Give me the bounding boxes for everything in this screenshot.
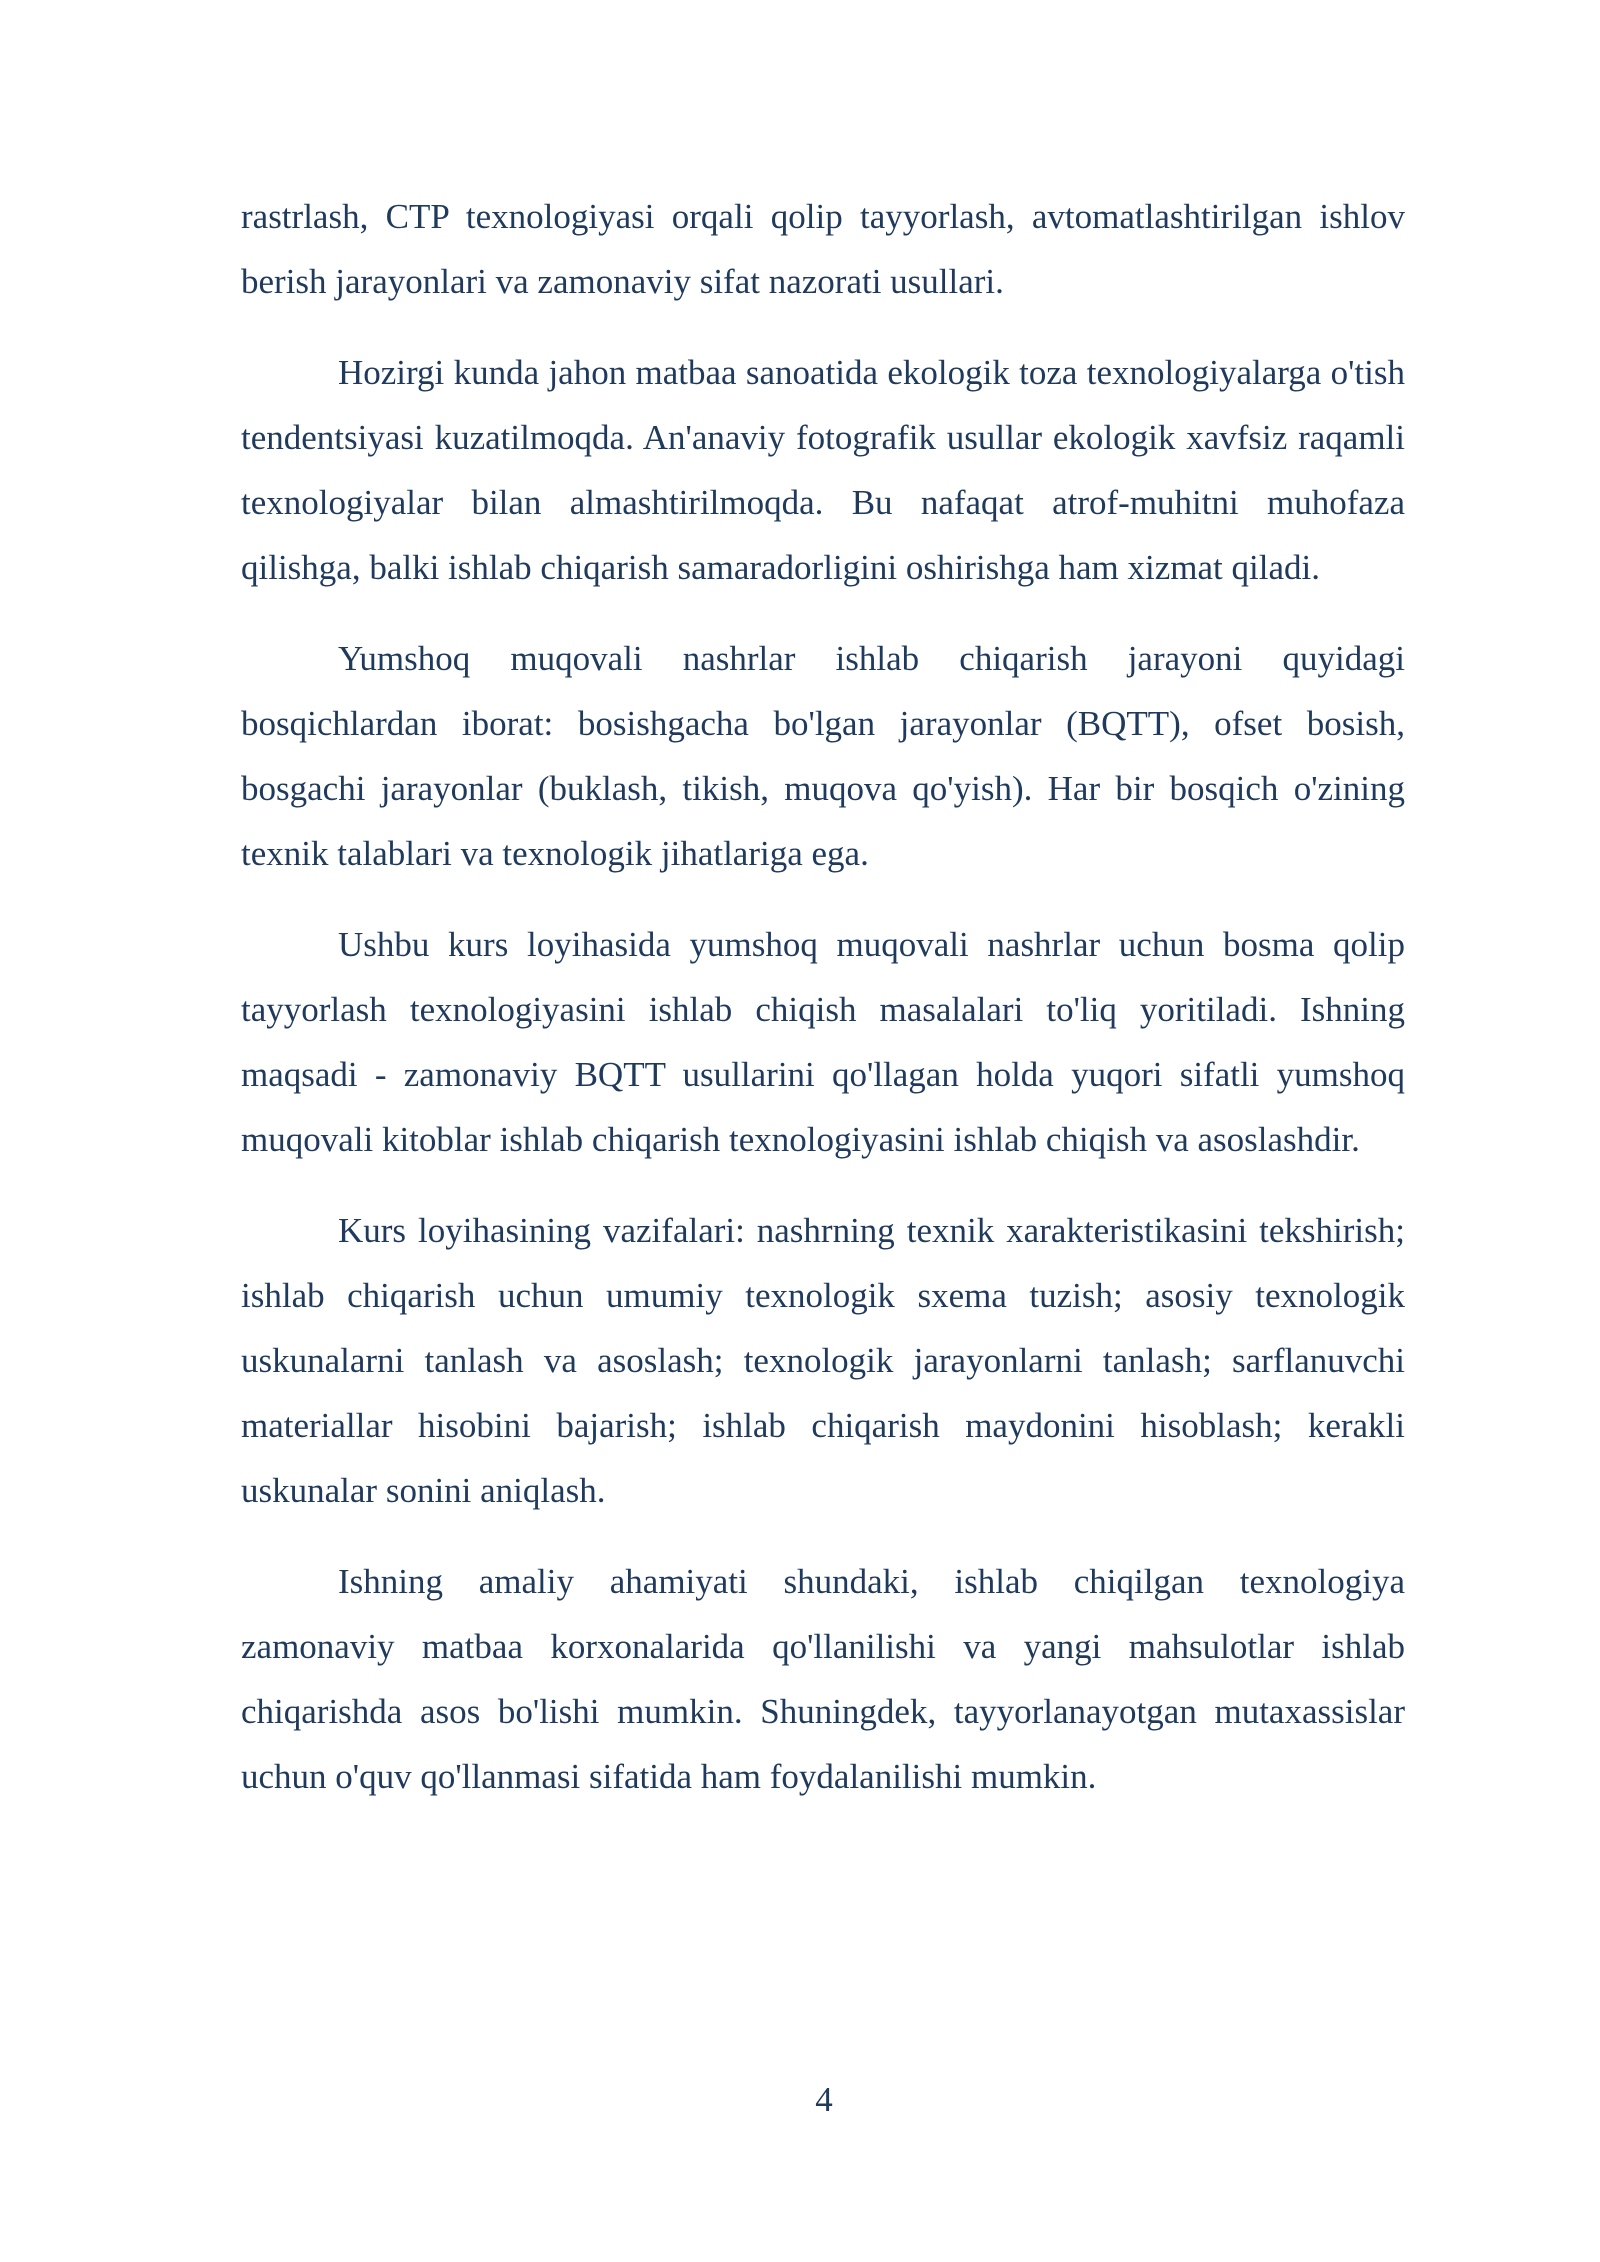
paragraph-project-goal: Ushbu kurs loyihasida yumshoq muqovali nashrlar uchun bosma qolip tayyorlash texnologiyasini ishlab chiqish masalalari to'liq yoritiladi. Ishning maqsadi - zamonaviy BQTT usullarini qo'llagan holda yuqori sifatli yumshoq muqovali kitoblar ishlab chiqarish texnologiyasini ishlab chiqish va asoslashdir.: [241, 925, 1405, 1159]
body-text: [241, 184, 1405, 1835]
paragraph-production-stages: Yumshoq muqovali nashrlar ishlab chiqarish jarayoni quyidagi bosqichlardan iborat: bosishgacha bo'lgan jarayonlar (BQTT), ofset bosish, bosgachi jarayonlar (buklash, tikish, muqova qo'yish). Har bir bosqich o'zining texnik talablari va texnologik jihatlariga ega.: [241, 639, 1405, 873]
page-number: 4: [815, 2080, 833, 2119]
paragraph-continuation: rastrlash, CTP texnologiyasi orqali qolip tayyorlash, avtomatlashtirilgan ishlov berish jarayonlari va zamonaviy sifat nazorati usullari.: [241, 197, 1405, 301]
paragraph-ecology: Hozirgi kunda jahon matbaa sanoatida ekologik toza texnologiyalarga o'tish tendentsiyasi kuzatilmoqda. An'anaviy fotografik usullar ekologik xavfsiz raqamli texnologiyalar bilan almashtirilmoqda. Bu nafaqat atrof-muhitni muhofaza qilishga, balki ishlab chiqarish samaradorligini oshirishga ham xizmat qiladi.: [241, 353, 1405, 587]
paragraph-practical-value: Ishning amaliy ahamiyati shundaki, ishlab chiqilgan texnologiya zamonaviy matbaa korxonalarida qo'llanilishi va yangi mahsulotlar ishlab chiqarishda asos bo'lishi mumkin. Shuningdek, tayyorlanayotgan mutaxassislar uchun o'quv qo'llanmasi sifatida ham foydalanilishi mumkin.: [241, 1562, 1405, 1796]
paragraph-project-tasks: Kurs loyihasining vazifalari: nashrning texnik xarakteristikasini tekshirish; ishlab chiqarish uchun umumiy texnologik sxema tuzish; asosiy texnologik uskunalarni tanlash va asoslash; texnologik jarayonlarni tanlash; sarflanuvchi materiallar hisobini bajarish; ishlab chiqarish maydonini hisoblash; kerakli uskunalar sonini aniqlash.: [241, 1211, 1405, 1510]
